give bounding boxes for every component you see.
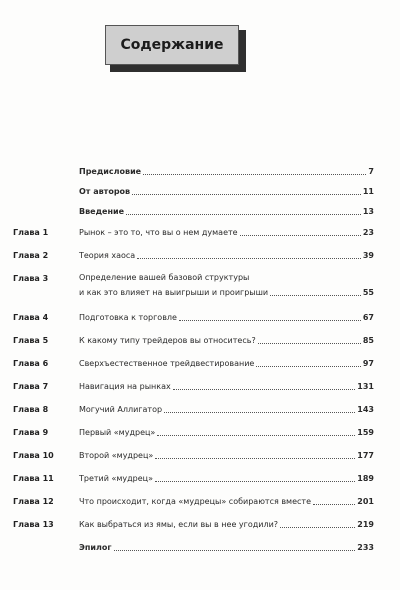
toc-entry-title: К какому типу трейдеров вы относитесь? — [79, 336, 256, 345]
toc-entry-chapter-9 — [79, 427, 374, 439]
toc-entry-chapter-7 — [79, 381, 374, 393]
toc-entry-title: Рынок – это то, что вы о нем думаете — [79, 228, 238, 237]
toc-page-number: 55 — [362, 288, 374, 297]
chapter-label: Глава 2 — [13, 251, 49, 260]
toc-page-number: 219 — [357, 520, 374, 529]
toc-page-number: 23 — [362, 228, 374, 237]
toc-entry-title: Второй «мудрец» — [79, 451, 154, 460]
toc-entry-chapter-1 — [79, 227, 374, 239]
toc-entry-chapter-4 — [79, 312, 374, 324]
toc-entry-chapter-5 — [79, 335, 374, 347]
dot-leader — [132, 193, 361, 195]
toc-page-number: 13 — [362, 207, 374, 216]
dot-leader — [256, 365, 361, 367]
dot-leader — [179, 319, 361, 321]
dot-leader — [143, 173, 366, 175]
chapter-label: Глава 9 — [13, 428, 49, 437]
chapter-label: Глава 8 — [13, 405, 49, 414]
chapter-label: Глава 1 — [13, 228, 49, 237]
toc-entry-chapter-3 — [79, 272, 374, 299]
toc-entry-chapter-6 — [79, 358, 374, 370]
toc-entry-introduction — [79, 206, 374, 218]
toc-entry-title: Могучий Аллигатор — [79, 405, 163, 414]
toc-entry-title: Сверхъестественное трейдвестирование — [79, 359, 255, 368]
toc-entry-title: Эпилог — [79, 543, 112, 552]
dot-leader — [157, 434, 355, 436]
toc-page-number: 159 — [357, 428, 374, 437]
toc-entry-title: Как выбраться из ямы, если вы в нее угодили? — [79, 520, 279, 529]
dot-leader — [280, 526, 355, 528]
dot-leader — [173, 388, 356, 390]
toc-entry-line2 — [79, 287, 374, 299]
toc-page-number: 97 — [362, 359, 374, 368]
dot-leader — [270, 294, 361, 296]
toc-entry-title: Навигация на рынках — [79, 382, 171, 391]
dot-leader — [155, 457, 355, 459]
toc-page-number: 143 — [357, 405, 374, 414]
chapter-label: Глава 3 — [13, 274, 49, 283]
toc-entry-from-authors — [79, 186, 374, 198]
toc-entry-title: Предисловие — [79, 167, 142, 176]
toc-entry-chapter-13 — [79, 519, 374, 531]
toc-entry-title: Что происходит, когда «мудрецы» собираются вместе — [79, 497, 311, 506]
toc-page-number: 177 — [357, 451, 374, 460]
toc-entry-title-line2: и как это влияет на выигрыши и проигрыши — [79, 288, 269, 297]
dot-leader — [137, 257, 361, 259]
toc-entry-title: Теория хаоса — [79, 251, 136, 260]
dot-leader — [258, 342, 361, 344]
toc-entry-title: От авторов — [79, 187, 131, 196]
toc-entry-chapter-2 — [79, 250, 374, 262]
toc-entry-chapter-12 — [79, 496, 374, 508]
chapter-label: Глава 5 — [13, 336, 49, 345]
toc-page-number: 85 — [362, 336, 374, 345]
toc-entry-title-line1: Определение вашей базовой структуры — [79, 273, 250, 282]
page-title: Содержание — [105, 25, 239, 65]
chapter-label: Глава 4 — [13, 313, 49, 322]
chapter-label: Глава 10 — [13, 451, 54, 460]
toc-entry-title: Введение — [79, 207, 125, 216]
dot-leader — [126, 213, 361, 215]
toc-entry-title: Третий «мудрец» — [79, 474, 154, 483]
toc-entry-chapter-8 — [79, 404, 374, 416]
chapter-label: Глава 13 — [13, 520, 54, 529]
toc-page-number: 189 — [357, 474, 374, 483]
dot-leader — [164, 411, 355, 413]
dot-leader — [240, 234, 361, 236]
toc-page-number: 67 — [362, 313, 374, 322]
dot-leader — [155, 480, 355, 482]
toc-entry-title: Первый «мудрец» — [79, 428, 156, 437]
toc-entry-preface — [79, 166, 374, 178]
toc-page-number: 7 — [368, 167, 374, 176]
toc-entry-chapter-10 — [79, 450, 374, 462]
toc-page-number: 201 — [357, 497, 374, 506]
dot-leader — [313, 503, 355, 505]
chapter-label: Глава 6 — [13, 359, 49, 368]
chapter-label: Глава 12 — [13, 497, 54, 506]
dot-leader — [114, 549, 356, 551]
toc-entry-chapter-11 — [79, 473, 374, 485]
chapter-label: Глава 11 — [13, 474, 54, 483]
toc-entry-epilogue — [79, 542, 374, 554]
toc-entry-title: Подготовка к торговле — [79, 313, 177, 322]
toc-page-number: 233 — [357, 543, 374, 552]
toc-page-number: 11 — [362, 187, 374, 196]
chapter-label: Глава 7 — [13, 382, 49, 391]
toc-page-number: 131 — [357, 382, 374, 391]
toc-page-number: 39 — [362, 251, 374, 260]
